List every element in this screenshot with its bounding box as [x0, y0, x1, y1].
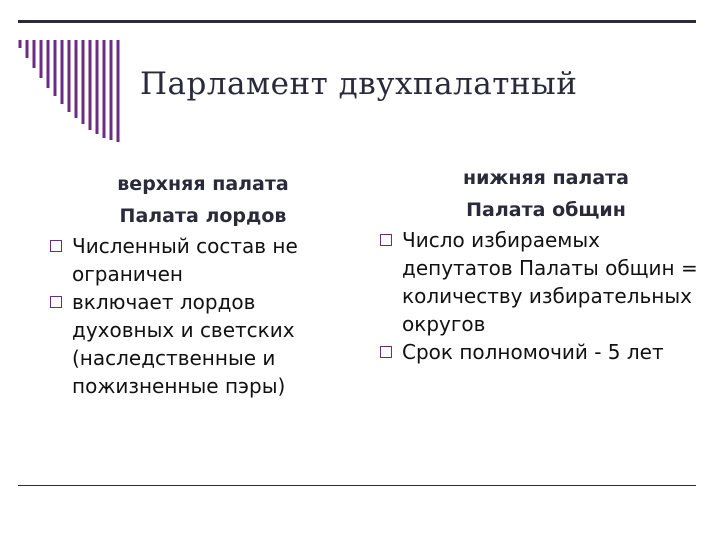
- slide-title: Парламент двухпалатный: [140, 66, 578, 102]
- list-item-text: Численный состав не ограничен: [72, 234, 298, 286]
- list-item: [48, 288, 328, 400]
- list-item-text: включает лордов духовных и светских (наследственные и пожизненные пэры): [72, 290, 295, 398]
- lower-house-name: Палата общин: [466, 199, 626, 221]
- lower-house-heading: нижняя палата: [462, 167, 629, 189]
- list-item: [378, 338, 708, 366]
- list-item-text: Число избираемых депутатов Палаты общин = количеству избирательных округов: [402, 228, 698, 336]
- upper-house-column: [48, 168, 328, 400]
- square-bullet-icon: [50, 240, 62, 252]
- list-item: [378, 226, 708, 338]
- decorative-stripes: [0, 0, 140, 150]
- square-bullet-icon: [380, 234, 392, 246]
- lower-house-column: [378, 162, 708, 366]
- list-item-text: Срок полномочий - 5 лет: [402, 340, 664, 364]
- upper-house-name: Палата лордов: [119, 205, 287, 227]
- bottom-rule: [18, 485, 696, 486]
- square-bullet-icon: [50, 296, 62, 308]
- upper-house-heading: верхняя палата: [117, 173, 289, 195]
- square-bullet-icon: [380, 346, 392, 358]
- list-item: [48, 232, 328, 288]
